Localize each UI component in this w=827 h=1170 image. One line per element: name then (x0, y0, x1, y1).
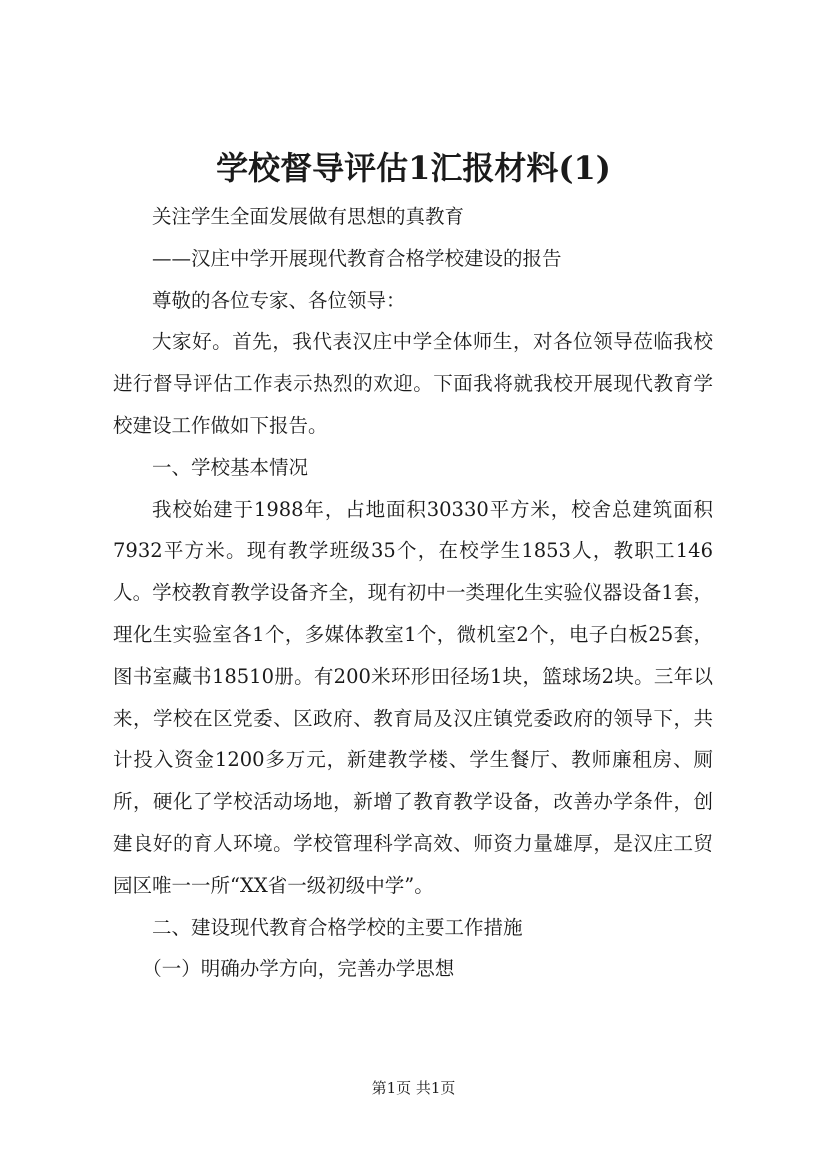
salutation-paragraph: 尊敬的各位专家、各位领导： (152, 288, 406, 312)
page-footer: 第1页 共1页 (371, 1079, 456, 1097)
section-heading-2: 二、建设现代教育合格学校的主要工作措施 (152, 915, 523, 939)
subtitle-paragraph: 关注学生全面发展做有思想的真教育 (152, 205, 465, 228)
document-title: 学校督导评估1汇报材料(1) (216, 149, 611, 187)
greeting-paragraph: 大家好。首先，我代表汉庄中学全体师生，对各位领导莅临我校进行督导评估工作表示热烈的欢迎。下面我将就我校开展现代教育学校建设工作做如下报告。 (113, 330, 713, 437)
document-body (113, 196, 713, 990)
section-heading-1: 一、学校基本情况 (152, 455, 309, 479)
subsection-heading-1: （一）明确办学方向，完善办学思想 (142, 957, 455, 981)
subtitle-dash-paragraph: ——汉庄中学开展现代教育合格学校建设的报告 (152, 246, 562, 270)
school-info-paragraph: 我校始建于1988年，占地面积30330平方米，校舍总建筑面积7932平方米。现有教学班级35个，在校学生1853人，教职工146人。学校教育教学设备齐全，现有初中一类理化生实验仪器设备1套，理化生实验室各1个，多媒体教室1个，微机室2个，电子白板25套，图书室藏书18510册。有200米环形田径场1块，篮球场2块。三年以来，学校在区党委、区政府、教育局及汉庄镇党委政府的领导下，共计投入资金1200多万元，新建教学楼、学生餐厅、教师廉租房、厕所，硬化了学校活动场地，新增了教育教学设备，改善办学条件，创建良好的育人环境。学校管理科学高效、师资力量雄厚，是汉庄工贸园区唯一一所“XX省一级初级中学”。 (113, 497, 713, 897)
